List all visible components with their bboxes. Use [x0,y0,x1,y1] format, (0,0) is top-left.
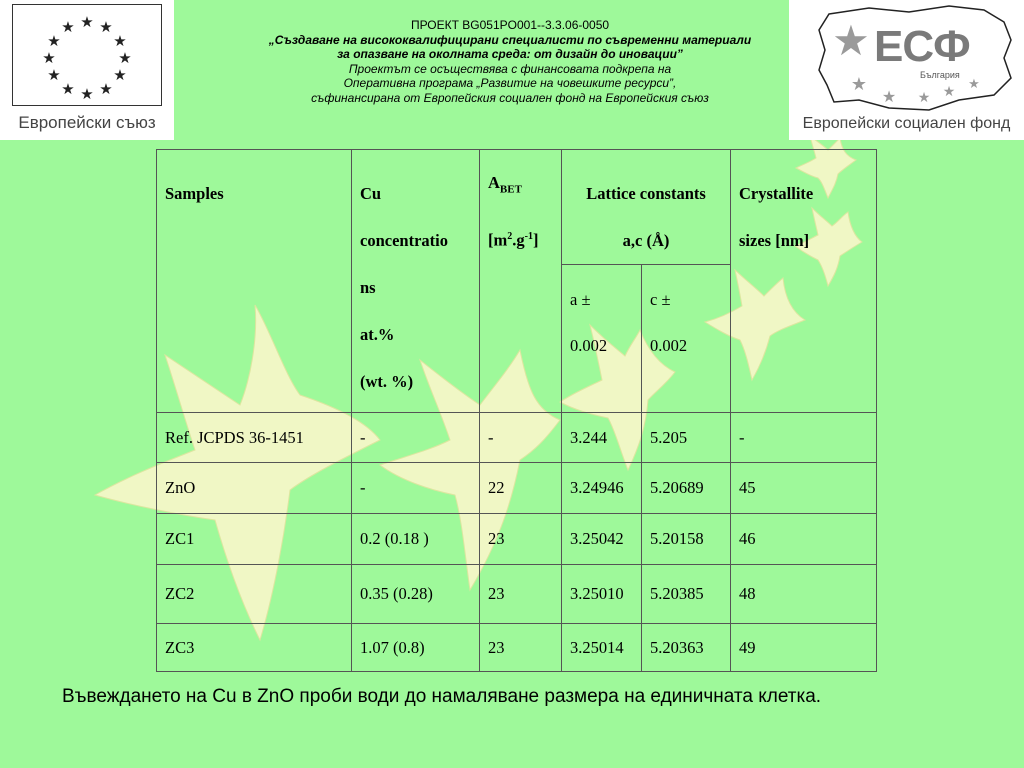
cell-sample: Ref. JCPDS 36-1451 [157,413,352,463]
funding-line3: съфинансирана от Европейския социален фонд на Европейския съюз [311,90,709,105]
cell-c: 5.20363 [642,624,731,672]
esf-label: Европейски социален фонд [802,115,1011,132]
cell-abet: 23 [480,565,562,624]
svg-text:★: ★ [47,32,61,50]
cell-a: 3.25010 [562,565,642,624]
cell-c: 5.20385 [642,565,731,624]
cell-cu: 1.07 (0.8) [352,624,480,672]
svg-text:★: ★ [881,87,897,106]
project-title-line2: за опазване на околната среда: от дизайн до иновации” [337,47,683,61]
header-c-constant: c ± 0.002 [642,265,731,413]
cell-sample: ZC1 [157,514,352,565]
cell-abet: 23 [480,514,562,565]
table-row [157,624,877,672]
svg-text:★: ★ [42,49,56,67]
svg-text:★: ★ [832,16,870,65]
cell-cu: 0.2 (0.18 ) [352,514,480,565]
header-crystallite-sizes: Crystallite sizes [nm] [731,150,877,413]
svg-text:★: ★ [80,13,94,31]
svg-text:★: ★ [917,90,931,106]
svg-text:★: ★ [61,80,75,98]
svg-text:★: ★ [942,84,956,100]
table-row [157,463,877,514]
table-row [157,514,877,565]
svg-text:★: ★ [113,66,127,84]
cell-abet: - [480,413,562,463]
cell-size: 45 [731,463,877,514]
cell-cu: - [352,413,480,463]
project-code: ПРОЕКТ BG051PO001--3.3.06-0050 [410,18,610,32]
header-cu-concentration: Cu concentratio ns at.% (wt. %) [352,150,480,413]
cell-size: 49 [731,624,877,672]
header-lattice-constants: Lattice constants a,c (Å) [562,150,731,265]
cell-a: 3.24946 [562,463,642,514]
cell-c: 5.205 [642,413,731,463]
svg-text:★: ★ [968,77,980,92]
conclusion-text: Въвеждането на Cu в ZnO проби води до намаляване размера на единичната клетка. [62,686,822,707]
cell-size: - [731,413,877,463]
table-row [157,413,877,463]
svg-text:★: ★ [47,66,61,84]
cell-a: 3.25042 [562,514,642,565]
funding-line1: Проектът се осъществява с финансовата подкрепа на [348,61,672,76]
cell-abet: 22 [480,463,562,514]
cell-a: 3.244 [562,413,642,463]
header-abet: $A_{BET}$ $[m^2.g^{-1}]$ [480,150,562,413]
cell-cu: 0.35 (0.28) [352,565,480,624]
results-table [156,149,877,672]
cell-sample: ZC3 [157,624,352,672]
eu-label: Европейски съюз [18,113,156,132]
cell-sample: ZnO [157,463,352,514]
svg-text:★: ★ [118,49,132,67]
project-title-line1: „Създаване на висококвалифицирани специалисти по съвременни материали [268,32,752,47]
svg-text:★: ★ [850,74,868,95]
cell-size: 46 [731,514,877,565]
svg-text:★: ★ [80,85,94,103]
cell-c: 5.20158 [642,514,731,565]
header-samples: Samples [157,150,352,413]
header-a-constant: a ± 0.002 [562,265,642,413]
svg-text:★: ★ [113,32,127,50]
esf-logo-mark: ЕСФ [874,22,970,71]
table-row [157,565,877,624]
funding-line2: Оперативна програма „Развитие на човешките ресурси”, [343,76,677,90]
project-header [180,18,840,105]
esf-country-label: България [920,70,960,80]
eu-flag-icon [12,4,162,106]
svg-text:★: ★ [99,18,113,36]
svg-text:★: ★ [99,80,113,98]
cell-abet: 23 [480,624,562,672]
cell-sample: ZC2 [157,565,352,624]
cell-a: 3.25014 [562,624,642,672]
svg-text:★: ★ [61,18,75,36]
cell-size: 48 [731,565,877,624]
cell-cu: - [352,463,480,514]
eu-logo [0,0,174,140]
cell-c: 5.20689 [642,463,731,514]
